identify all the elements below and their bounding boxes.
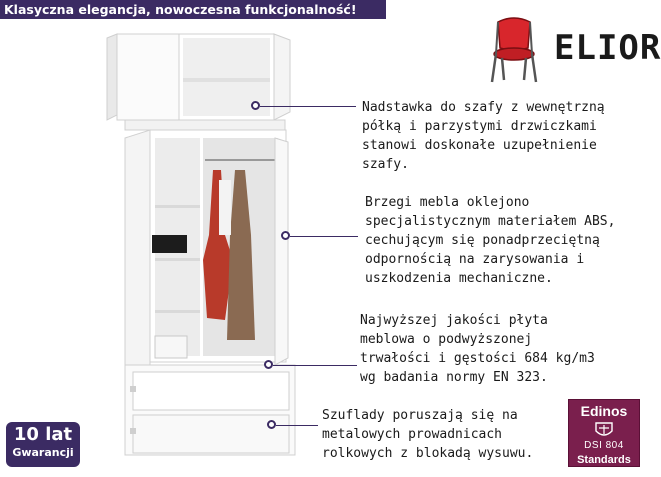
brand-name: ELIOR [554,28,661,68]
callout-2-leader [290,236,358,237]
callout-3-text: Najwyższej jakości płyta meblowa o podwyższonej trwałości i gęstości 684 kg/m3 wg badania normy EN 323. [360,313,595,385]
callout-4-text: Szuflady poruszają się na metalowych prowadnicach rolkowych z blokadą wysuwu. [322,408,534,461]
callout-1-leader [260,106,356,107]
headline-banner [0,0,386,19]
callout-1-marker [251,101,260,110]
callout-4-marker [267,420,276,429]
crest-icon [593,421,615,439]
wardrobe-illustration [95,20,310,465]
warranty-years: 10 lat [13,424,73,445]
warranty-badge [6,422,80,467]
certificate-code: DSI 804 [584,440,624,451]
certificate-badge [568,399,640,467]
callout-2-marker [281,231,290,240]
warranty-label: Gwarancji [12,446,74,459]
callout-2-text: Brzegi mebla oklejono specjalistycznym materiałem ABS, cechującym się ponadprzeciętną odpornością na zarysowania i uszkodzenia mechaniczne. [365,195,616,286]
callout-4-leader [276,425,318,426]
red-chair-icon [484,14,544,84]
headline-text: Klasyczna elegancja, nowoczesna funkcjonalność! [4,2,357,17]
certificate-name: Edinos [580,403,628,419]
certificate-label: Standards [577,454,631,466]
callout-3-marker [264,360,273,369]
elior-logo [484,14,661,84]
callout-1-text: Nadstawka do szafy z wewnętrzną półką i parzystymi drzwiczkami stanowi doskonałe uzupełnienie szafy. [362,100,605,172]
callout-3-leader [273,365,357,366]
